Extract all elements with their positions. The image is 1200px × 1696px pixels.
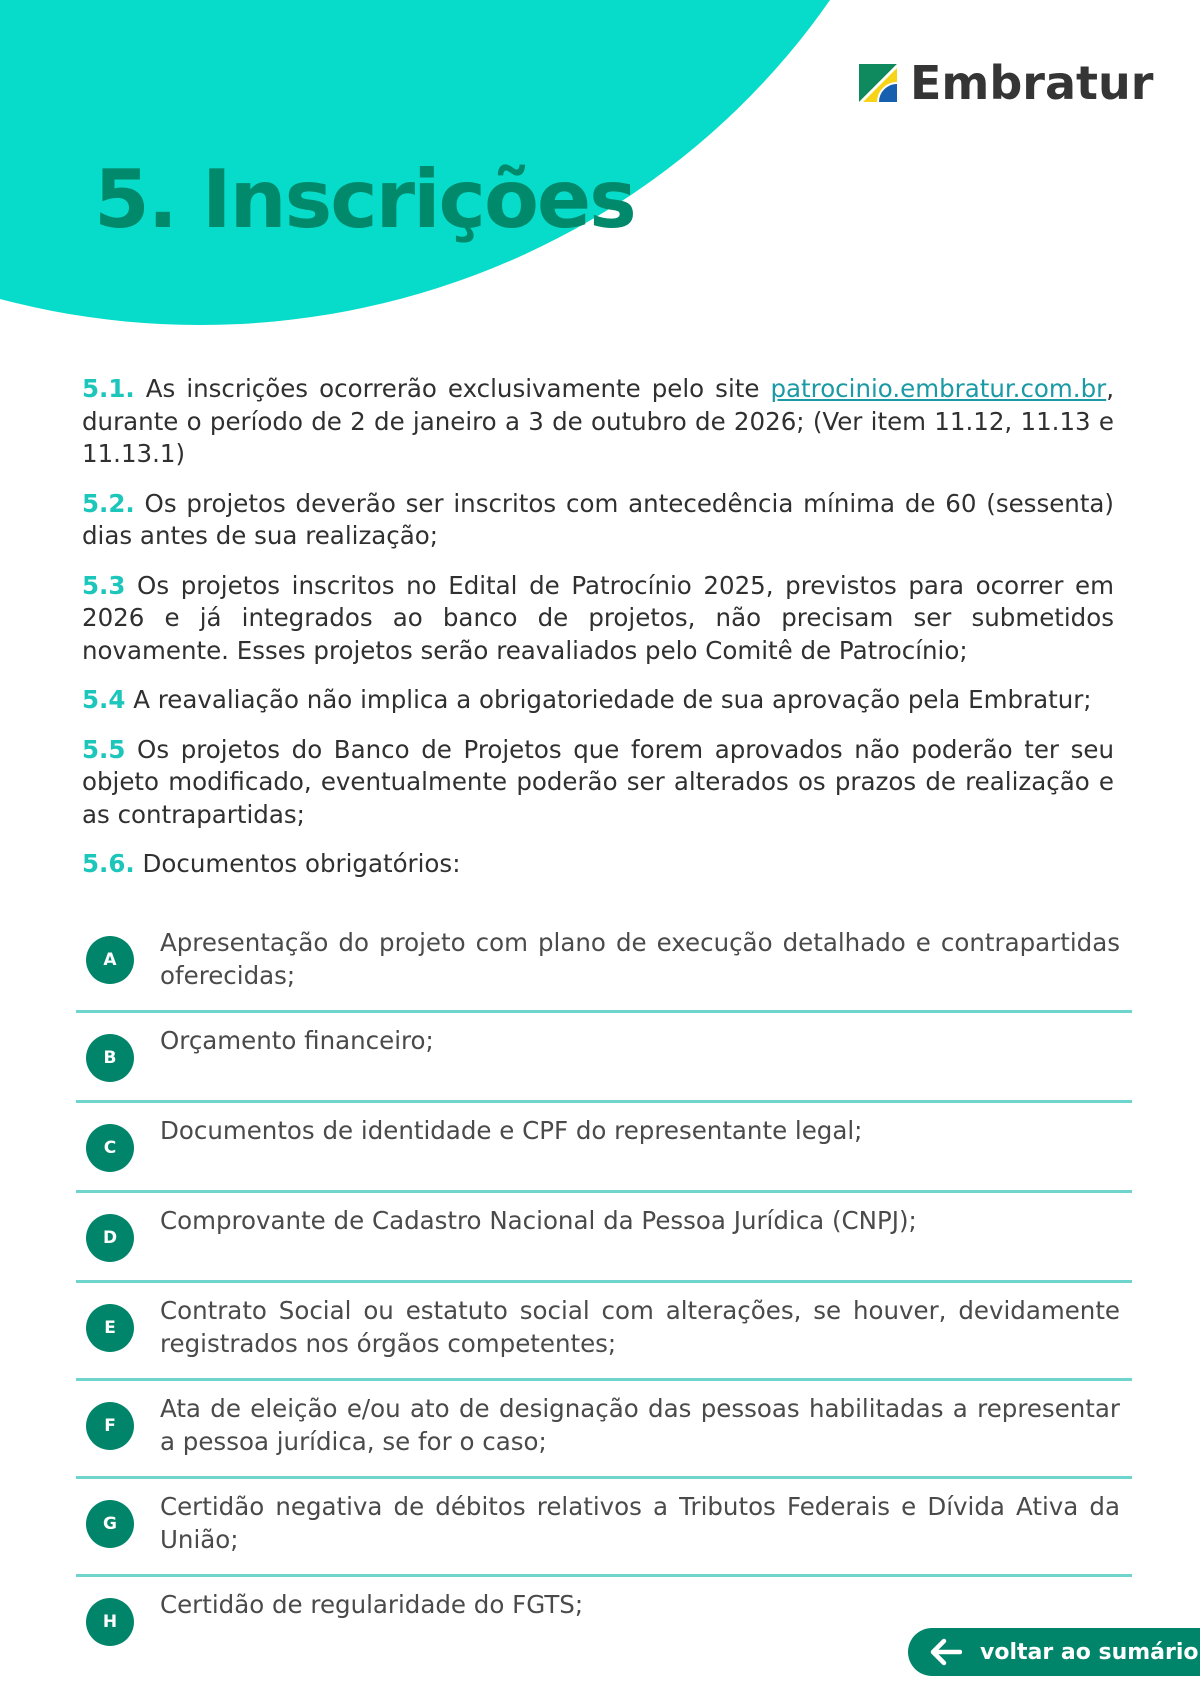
list-item (76, 1103, 1132, 1193)
back-to-summary-label: voltar ao sumário (980, 1639, 1199, 1665)
arrow-left-icon (930, 1638, 962, 1666)
item-number: 5.4 (82, 685, 126, 714)
item-number: 5.1. (82, 374, 135, 403)
paragraph-text: Documentos obrigatórios: (134, 849, 461, 878)
item-number: 5.3 (82, 570, 126, 600)
list-item-text: Apresentação do projeto com plano de execução detalhado e contrapartidas oferecidas; (160, 928, 1120, 990)
embratur-logo-icon (858, 63, 898, 103)
list-item-text: Certidão negativa de débitos relativos a Tributos Federais e Dívida Ativa da União; (160, 1492, 1120, 1554)
letter-badge: A (86, 936, 134, 984)
paragraph-text: As inscrições ocorrerão exclusivamente pelo site (134, 374, 771, 403)
letter-badge: D (86, 1214, 134, 1262)
list-item-text: Ata de eleição e/ou ato de designação das pessoas habilitadas a representar a pessoa jurídica, se for o caso; (160, 1394, 1120, 1456)
list-item-text: Documentos de identidade e CPF do representante legal; (160, 1116, 863, 1145)
embratur-logo (858, 56, 1154, 110)
paragraph-5-2 (82, 488, 1114, 553)
back-to-summary-button[interactable] (908, 1628, 1200, 1676)
letter-badge: C (86, 1124, 134, 1172)
paragraph-5-4 (82, 684, 1114, 717)
list-item (76, 1013, 1132, 1103)
item-number: 5.6. (82, 849, 135, 878)
paragraph-5-1 (82, 373, 1114, 471)
list-item (76, 915, 1132, 1013)
list-item-text: Contrato Social ou estatuto social com alterações, se houver, devidamente registrados nos órgãos competentes; (160, 1296, 1120, 1358)
paragraph-5-6 (82, 848, 1114, 881)
item-number: 5.5 (82, 734, 126, 764)
list-item-text: Orçamento financeiro; (160, 1026, 434, 1055)
letter-badge: E (86, 1304, 134, 1352)
list-item (76, 1193, 1132, 1283)
paragraph-5-5 (82, 734, 1114, 832)
list-item (76, 1283, 1132, 1381)
brand-name: Embratur (910, 56, 1154, 110)
required-documents-list (76, 915, 1132, 1664)
list-item-text: Comprovante de Cadastro Nacional da Pessoa Jurídica (CNPJ); (160, 1206, 917, 1235)
item-number: 5.2. (82, 488, 135, 518)
list-item (76, 1381, 1132, 1479)
paragraph-text: Os projetos deverão ser inscritos com antecedência mínima de 60 (sessenta) dias antes de sua realização; (82, 488, 1114, 550)
section-content (82, 373, 1114, 898)
letter-badge: H (86, 1598, 134, 1646)
letter-badge: B (86, 1034, 134, 1082)
paragraph-text: Os projetos inscritos no Edital de Patrocínio 2025, previstos para ocorrer em 2026 e já integrados ao banco de projetos, não precisam ser submetidos novamente. Esses projetos serão reavaliados pelo Comitê de Patrocínio; (82, 570, 1114, 665)
paragraph-text: A reavaliação não implica a obrigatoriedade de sua aprovação pela Embratur; (125, 685, 1092, 714)
letter-badge: F (86, 1402, 134, 1450)
page-title: 5. Inscrições (94, 153, 635, 246)
list-item (76, 1479, 1132, 1577)
letter-badge: G (86, 1500, 134, 1548)
list-item-text: Certidão de regularidade do FGTS; (160, 1590, 584, 1619)
paragraph-text: Os projetos do Banco de Projetos que forem aprovados não poderão ter seu objeto modificado, eventualmente poderão ser alterados os prazos de realização e as contrapartidas; (82, 734, 1114, 829)
paragraph-5-3 (82, 570, 1114, 668)
paragraph-text: , durante o período de 2 de janeiro a 3 de outubro de 2026; (Ver item 11.12, 11.13 e 11.13.1) (82, 374, 1114, 468)
registration-site-link[interactable]: patrocinio.embratur.com.br (770, 374, 1107, 403)
